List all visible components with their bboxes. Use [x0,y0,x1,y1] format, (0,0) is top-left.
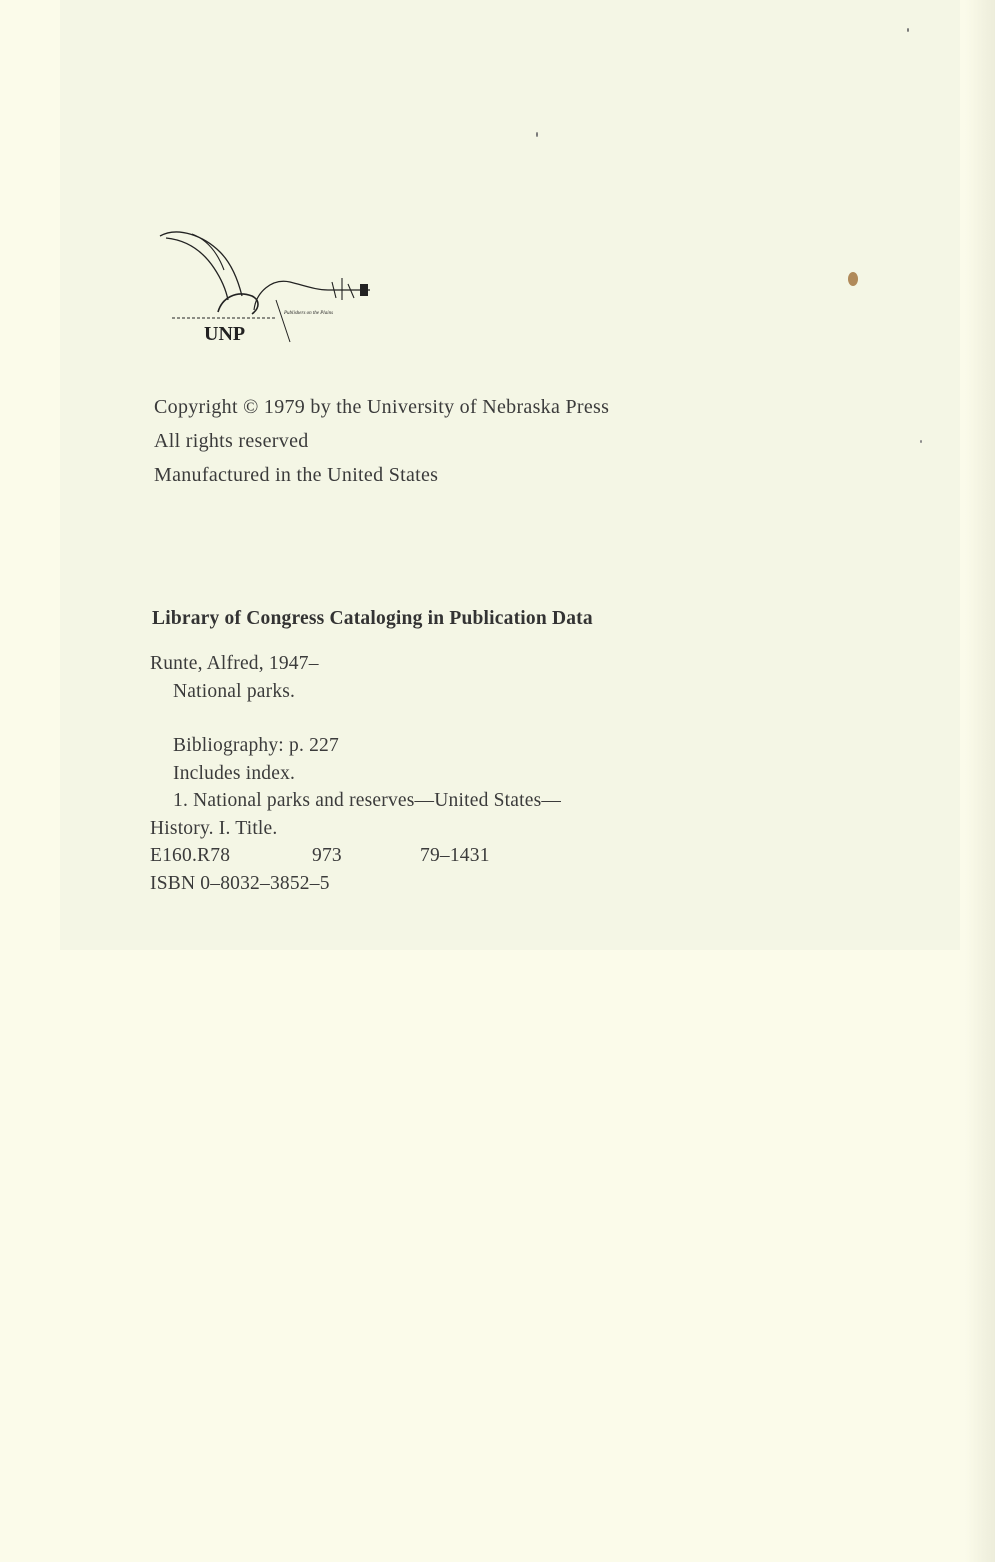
paper-stain [848,272,858,286]
cip-subject-continuation: History. I. Title. [150,817,278,839]
cip-heading: Library of Congress Cataloging in Publication Data [152,608,593,629]
publisher-logo [156,228,386,348]
cip-data [150,650,561,897]
rights-line: All rights reserved [154,430,309,452]
paper-speck [907,28,909,32]
cip-lccn: 79–1431 [420,845,490,866]
cip-title: National parks. [173,680,296,702]
logo-mark-text: UNP [204,323,246,345]
cip-dewey-number: 973 [312,845,342,866]
cip-index-note: Includes index. [173,762,296,784]
page-edge-shadow [965,0,995,1562]
cip-classification-row [150,842,561,870]
cip-subject-line: 1. National parks and reserves—United States— [173,790,562,811]
copyright-notice [154,390,609,492]
cip-bibliography: Bibliography: p. 227 [173,735,339,756]
plow-logo-icon [156,228,386,348]
cip-isbn: ISBN 0–8032–3852–5 [150,872,330,894]
paper-speck [536,132,538,137]
logo-tagline: Publishers on the Plains [284,311,334,316]
cip-call-number: E160.R78 [150,845,231,866]
cip-author: Runte, Alfred, 1947– [150,653,319,674]
copyright-line: Copyright © 1979 by the University of Nebraska Press [154,396,610,418]
paper-speck [920,440,922,443]
manufactured-line: Manufactured in the United States [154,464,439,486]
